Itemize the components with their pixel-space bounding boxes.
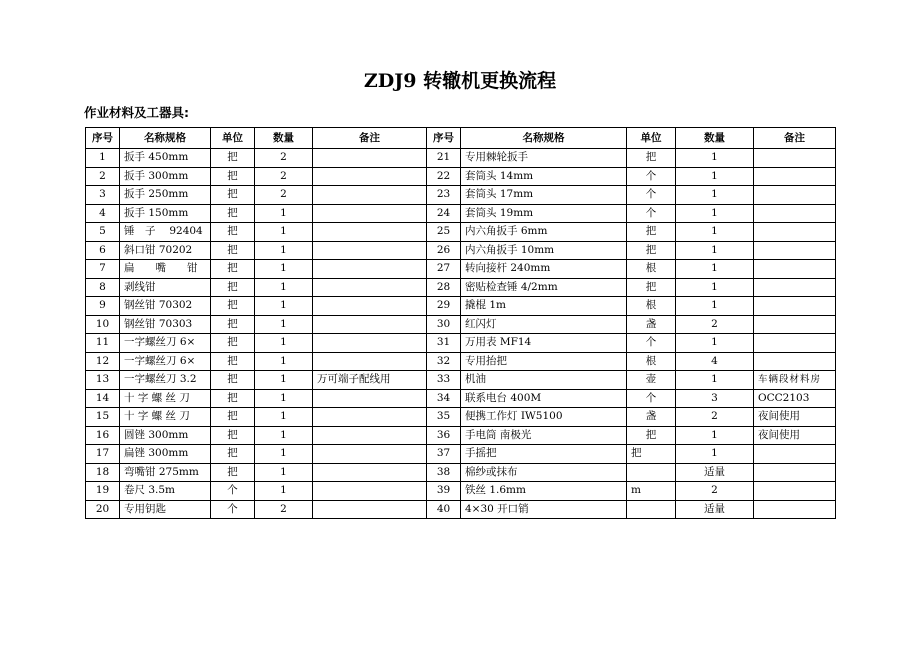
item-no-right: 34 — [427, 389, 461, 408]
item-unit-left: 把 — [211, 315, 255, 334]
item-note-left: 万可端子配线用 — [313, 371, 427, 390]
item-no-left: 14 — [86, 389, 120, 408]
table-row — [86, 186, 836, 205]
item-unit-left: 把 — [211, 223, 255, 242]
document-title: ZDJ9 转辙机更换流程 — [363, 70, 557, 92]
item-name-right: 套筒头 17mm — [461, 186, 627, 205]
item-unit-left: 把 — [211, 204, 255, 223]
item-qty-left: 2 — [255, 167, 313, 186]
item-no-right: 38 — [427, 463, 461, 482]
item-name-right: 红闪灯 — [461, 315, 627, 334]
item-no-right: 37 — [427, 445, 461, 464]
item-no-right: 26 — [427, 241, 461, 260]
item-name-right: 套筒头 19mm — [461, 204, 627, 223]
item-name-left: 扳手 450mm — [120, 149, 211, 168]
item-qty-left: 1 — [255, 463, 313, 482]
header-unit-left: 单位 — [211, 128, 255, 149]
item-name-left: 扁锉 300mm — [120, 445, 211, 464]
item-note-right — [754, 223, 836, 242]
item-no-left: 9 — [86, 297, 120, 316]
item-note-right — [754, 297, 836, 316]
table-row — [86, 389, 836, 408]
item-name-left: 一字螺丝刀 3.2 — [120, 371, 211, 390]
item-no-left: 20 — [86, 500, 120, 519]
item-name-left: 扳手 300mm — [120, 167, 211, 186]
header-unit-right: 单位 — [627, 128, 676, 149]
item-no-right: 31 — [427, 334, 461, 353]
item-unit-right: 把 — [627, 223, 676, 242]
table-row — [86, 315, 836, 334]
item-qty-left: 1 — [255, 482, 313, 501]
item-name-left: 钢丝钳 70302 — [120, 297, 211, 316]
item-qty-left: 1 — [255, 204, 313, 223]
item-unit-left: 把 — [211, 463, 255, 482]
item-note-left — [313, 167, 427, 186]
item-qty-right: 2 — [676, 482, 754, 501]
item-name-left: 扳手 150mm — [120, 204, 211, 223]
item-unit-right: 根 — [627, 352, 676, 371]
item-name-left: 钢丝钳 70303 — [120, 315, 211, 334]
table-header-row — [86, 128, 836, 149]
item-unit-right: 把 — [627, 149, 676, 168]
section-heading: 作业材料及工器具: — [84, 105, 189, 120]
item-qty-right: 3 — [676, 389, 754, 408]
item-no-left: 11 — [86, 334, 120, 353]
item-unit-left: 把 — [211, 426, 255, 445]
item-qty-right: 2 — [676, 315, 754, 334]
item-qty-right: 适量 — [676, 463, 754, 482]
tools-table — [85, 127, 836, 519]
item-unit-right: 盏 — [627, 408, 676, 427]
item-note-left — [313, 482, 427, 501]
item-no-right: 35 — [427, 408, 461, 427]
header-note-right: 备注 — [754, 128, 836, 149]
item-note-left — [313, 426, 427, 445]
item-unit-right: 个 — [627, 204, 676, 223]
item-qty-right: 1 — [676, 334, 754, 353]
table-row — [86, 463, 836, 482]
item-no-left: 12 — [86, 352, 120, 371]
item-name-left: 十 字 螺 丝 刀 — [120, 408, 211, 427]
item-note-left — [313, 260, 427, 279]
table-row — [86, 260, 836, 279]
item-no-right: 29 — [427, 297, 461, 316]
table-row — [86, 445, 836, 464]
item-note-right — [754, 149, 836, 168]
item-note-right — [754, 315, 836, 334]
item-unit-right — [627, 500, 676, 519]
item-no-left: 2 — [86, 167, 120, 186]
item-name-left: 十 字 螺 丝 刀 — [120, 389, 211, 408]
item-no-left: 3 — [86, 186, 120, 205]
item-unit-left: 把 — [211, 352, 255, 371]
item-no-left: 10 — [86, 315, 120, 334]
item-unit-left: 把 — [211, 408, 255, 427]
table-row — [86, 241, 836, 260]
item-note-left — [313, 204, 427, 223]
item-name-left: 弯嘴钳 275mm — [120, 463, 211, 482]
table-row — [86, 482, 836, 501]
item-name-right: 机油 — [461, 371, 627, 390]
table-row — [86, 223, 836, 242]
item-note-left — [313, 297, 427, 316]
item-no-right: 22 — [427, 167, 461, 186]
item-name-right: 专用棘轮扳手 — [461, 149, 627, 168]
item-no-left: 4 — [86, 204, 120, 223]
table-row — [86, 371, 836, 390]
table-row — [86, 204, 836, 223]
item-unit-right: 把 — [627, 445, 676, 464]
item-name-right: 手电筒 南极光 — [461, 426, 627, 445]
item-note-right — [754, 352, 836, 371]
item-note-left — [313, 241, 427, 260]
item-no-right: 32 — [427, 352, 461, 371]
item-name-left: 剥线钳 — [120, 278, 211, 297]
item-qty-right: 1 — [676, 371, 754, 390]
item-name-left: 一字螺丝刀 6× — [120, 352, 211, 371]
item-name-right: 万用表 MF14 — [461, 334, 627, 353]
table-row — [86, 167, 836, 186]
header-qty-left: 数量 — [255, 128, 313, 149]
item-no-right: 39 — [427, 482, 461, 501]
item-unit-left: 把 — [211, 445, 255, 464]
item-no-right: 24 — [427, 204, 461, 223]
item-name-right: 联系电台 400M — [461, 389, 627, 408]
item-note-left — [313, 500, 427, 519]
item-unit-left: 把 — [211, 241, 255, 260]
item-unit-right: 个 — [627, 186, 676, 205]
item-name-right: 套筒头 14mm — [461, 167, 627, 186]
item-note-right — [754, 482, 836, 501]
item-name-left: 斜口钳 70202 — [120, 241, 211, 260]
item-qty-right: 适量 — [676, 500, 754, 519]
item-qty-left: 1 — [255, 297, 313, 316]
item-note-right: OCC2103 — [754, 389, 836, 408]
table-row — [86, 408, 836, 427]
item-no-left: 17 — [86, 445, 120, 464]
item-note-left — [313, 278, 427, 297]
item-note-left — [313, 445, 427, 464]
item-unit-left: 把 — [211, 389, 255, 408]
header-note-left: 备注 — [313, 128, 427, 149]
item-qty-right: 1 — [676, 223, 754, 242]
item-qty-right: 1 — [676, 278, 754, 297]
item-unit-left: 把 — [211, 371, 255, 390]
item-no-left: 18 — [86, 463, 120, 482]
item-qty-left: 1 — [255, 445, 313, 464]
item-no-right: 21 — [427, 149, 461, 168]
item-no-left: 6 — [86, 241, 120, 260]
item-qty-left: 2 — [255, 149, 313, 168]
item-qty-left: 1 — [255, 223, 313, 242]
item-name-left: 扳手 250mm — [120, 186, 211, 205]
item-note-right: 夜间使用 — [754, 408, 836, 427]
item-no-left: 5 — [86, 223, 120, 242]
item-note-left — [313, 149, 427, 168]
item-unit-right: 盏 — [627, 315, 676, 334]
item-unit-left: 把 — [211, 297, 255, 316]
item-qty-left: 1 — [255, 260, 313, 279]
item-unit-left: 把 — [211, 260, 255, 279]
item-qty-left: 1 — [255, 334, 313, 353]
item-no-left: 1 — [86, 149, 120, 168]
header-no-left: 序号 — [86, 128, 120, 149]
item-unit-left: 把 — [211, 186, 255, 205]
item-note-right — [754, 500, 836, 519]
item-qty-right: 1 — [676, 204, 754, 223]
item-name-right: 4×30 开口销 — [461, 500, 627, 519]
item-unit-left: 把 — [211, 278, 255, 297]
table-row — [86, 297, 836, 316]
item-note-right — [754, 204, 836, 223]
item-qty-right: 1 — [676, 260, 754, 279]
item-no-right: 33 — [427, 371, 461, 390]
item-name-left: 卷尺 3.5m — [120, 482, 211, 501]
table-row — [86, 352, 836, 371]
item-qty-right: 2 — [676, 408, 754, 427]
item-no-right: 25 — [427, 223, 461, 242]
item-qty-left: 1 — [255, 426, 313, 445]
item-note-right — [754, 334, 836, 353]
item-unit-left: 把 — [211, 334, 255, 353]
item-unit-right: 把 — [627, 278, 676, 297]
table-row — [86, 149, 836, 168]
item-note-right — [754, 445, 836, 464]
header-qty-right: 数量 — [676, 128, 754, 149]
item-name-right: 撬棍 1m — [461, 297, 627, 316]
item-unit-left: 把 — [211, 149, 255, 168]
item-name-right: 专用抬把 — [461, 352, 627, 371]
item-note-right — [754, 278, 836, 297]
item-name-left: 锤 子 92404 — [120, 223, 211, 242]
item-qty-left: 2 — [255, 500, 313, 519]
table-row — [86, 426, 836, 445]
item-qty-right: 1 — [676, 149, 754, 168]
item-unit-right: m — [627, 482, 676, 501]
item-unit-right: 个 — [627, 167, 676, 186]
item-no-left: 16 — [86, 426, 120, 445]
item-unit-left: 个 — [211, 482, 255, 501]
item-unit-right: 根 — [627, 297, 676, 316]
item-unit-right: 把 — [627, 241, 676, 260]
item-name-right: 密贴检查锤 4/2mm — [461, 278, 627, 297]
item-note-left — [313, 352, 427, 371]
item-qty-right: 1 — [676, 186, 754, 205]
item-no-right: 23 — [427, 186, 461, 205]
item-no-right: 30 — [427, 315, 461, 334]
item-qty-left: 1 — [255, 241, 313, 260]
item-note-right — [754, 186, 836, 205]
item-note-right: 车辆段材料房 — [754, 371, 836, 390]
item-no-right: 36 — [427, 426, 461, 445]
item-qty-right: 1 — [676, 426, 754, 445]
item-unit-right: 壶 — [627, 371, 676, 390]
item-no-left: 13 — [86, 371, 120, 390]
item-qty-right: 1 — [676, 445, 754, 464]
item-unit-right: 个 — [627, 334, 676, 353]
item-name-right: 转向接杆 240mm — [461, 260, 627, 279]
item-qty-left: 1 — [255, 278, 313, 297]
item-unit-right — [627, 463, 676, 482]
item-name-right: 便携工作灯 IW5100 — [461, 408, 627, 427]
item-unit-right: 把 — [627, 426, 676, 445]
item-name-right: 内六角扳手 6mm — [461, 223, 627, 242]
item-no-left: 15 — [86, 408, 120, 427]
item-name-right: 内六角扳手 10mm — [461, 241, 627, 260]
item-note-left — [313, 408, 427, 427]
header-name-right: 名称规格 — [461, 128, 627, 149]
item-qty-right: 4 — [676, 352, 754, 371]
item-note-left — [313, 186, 427, 205]
item-unit-right: 个 — [627, 389, 676, 408]
table-body — [86, 149, 836, 519]
item-note-right — [754, 167, 836, 186]
item-name-left: 圆锉 300mm — [120, 426, 211, 445]
item-no-left: 8 — [86, 278, 120, 297]
item-qty-left: 1 — [255, 371, 313, 390]
item-no-right: 28 — [427, 278, 461, 297]
item-name-left: 一字螺丝刀 6× — [120, 334, 211, 353]
header-no-right: 序号 — [427, 128, 461, 149]
item-unit-left: 把 — [211, 167, 255, 186]
header-name-left: 名称规格 — [120, 128, 211, 149]
item-no-left: 7 — [86, 260, 120, 279]
item-note-left — [313, 315, 427, 334]
item-name-right: 手摇把 — [461, 445, 627, 464]
item-note-left — [313, 463, 427, 482]
item-qty-left: 1 — [255, 315, 313, 334]
item-name-left: 专用钥匙 — [120, 500, 211, 519]
table-row — [86, 334, 836, 353]
item-note-left — [313, 389, 427, 408]
item-unit-left: 个 — [211, 500, 255, 519]
item-no-right: 40 — [427, 500, 461, 519]
table-row — [86, 278, 836, 297]
item-no-left: 19 — [86, 482, 120, 501]
table-row — [86, 500, 836, 519]
item-no-right: 27 — [427, 260, 461, 279]
item-note-right — [754, 241, 836, 260]
item-qty-left: 2 — [255, 186, 313, 205]
item-note-right — [754, 260, 836, 279]
item-qty-right: 1 — [676, 241, 754, 260]
item-name-right: 铁丝 1.6mm — [461, 482, 627, 501]
item-qty-left: 1 — [255, 389, 313, 408]
item-note-right: 夜间使用 — [754, 426, 836, 445]
item-name-right: 棉纱或抹布 — [461, 463, 627, 482]
item-unit-right: 根 — [627, 260, 676, 279]
item-qty-right: 1 — [676, 297, 754, 316]
item-qty-left: 1 — [255, 408, 313, 427]
item-note-right — [754, 463, 836, 482]
item-note-left — [313, 334, 427, 353]
item-qty-right: 1 — [676, 167, 754, 186]
item-qty-left: 1 — [255, 352, 313, 371]
item-name-left: 扁 嘴 钳 — [120, 260, 211, 279]
item-note-left — [313, 223, 427, 242]
